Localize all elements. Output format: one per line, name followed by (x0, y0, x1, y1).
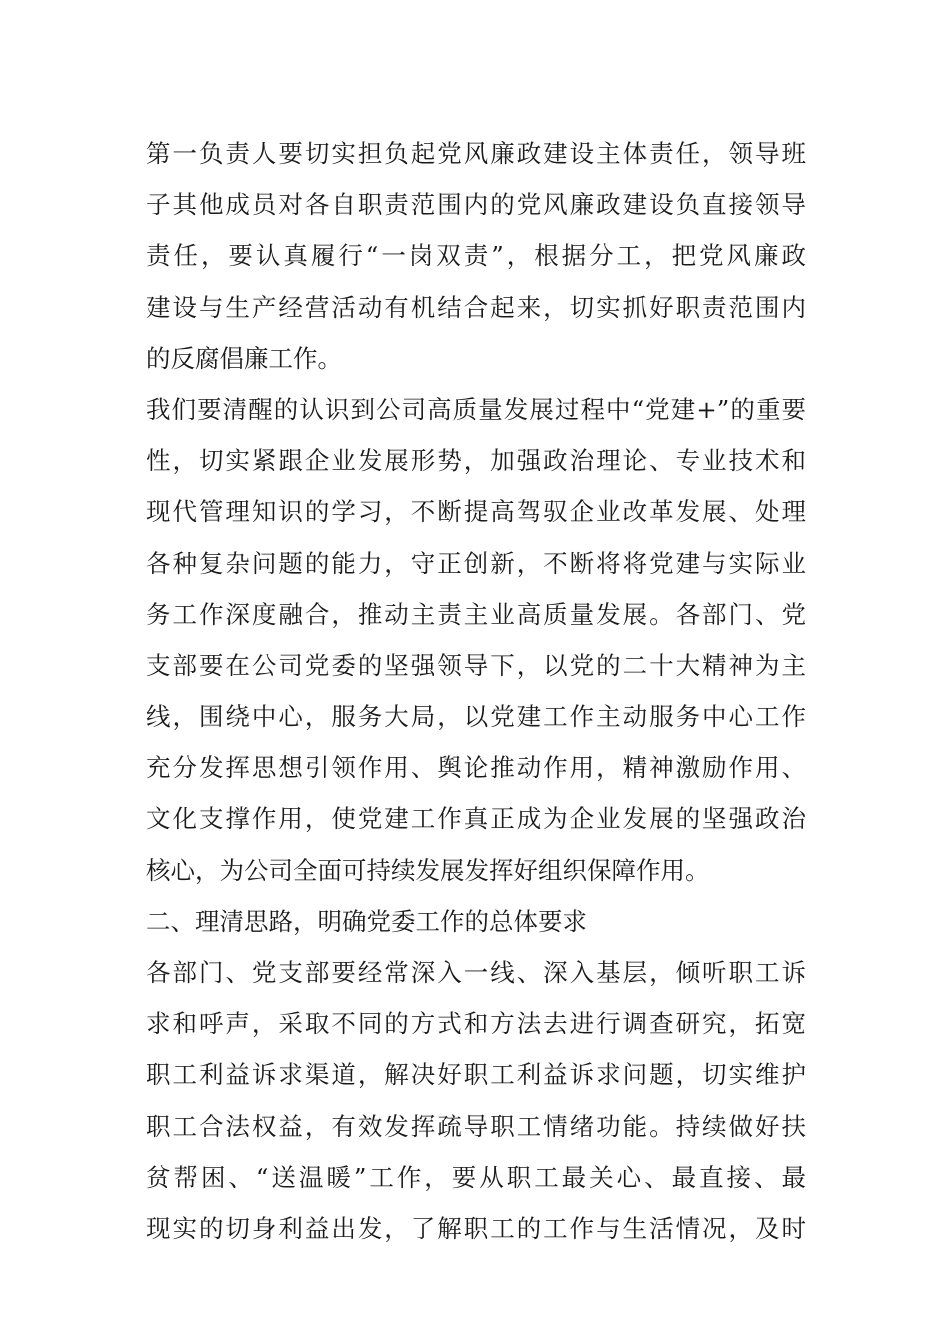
text-line: 职工合法权益，有效发挥疏导职工情绪功能。持续做好扶 (146, 1111, 806, 1141)
text-line: 职工利益诉求渠道，解决好职工利益诉求问题，切实维护 (146, 1060, 806, 1090)
text-line: 支部要在公司党委的坚强领导下，以党的二十大精神为主 (146, 650, 806, 680)
text-line: 子其他成员对各自职责范围内的党风廉政建设负直接领导 (146, 190, 806, 220)
text-line: 的反腐倡廉工作。 (146, 343, 342, 373)
text-line: 核心，为公司全面可持续发展发挥好组织保障作用。 (146, 855, 710, 885)
text-line: 性，切实紧跟企业发展形势，加强政治理论、专业技术和 (146, 446, 806, 476)
text-line: 务工作深度融合，推动主责主业高质量发展。各部门、党 (146, 599, 806, 629)
text-line: 责任，要认真履行“一岗双责”，根据分工，把党风廉政 (146, 241, 806, 271)
section-heading: 二、理清思路，明确党委工作的总体要求 (146, 906, 587, 936)
document-body (146, 128, 806, 1254)
text-line: 现实的切身利益出发，了解职工的工作与生活情况，及时 (146, 1213, 806, 1243)
text-line: 线，围绕中心，服务大局，以党建工作主动服务中心工作 (146, 702, 806, 732)
text-line: 第一负责人要切实担负起党风廉政建设主体责任，领导班 (146, 139, 806, 168)
text-line: 各种复杂问题的能力，守正创新，不断将将党建与实际业 (146, 548, 806, 578)
text-line: 建设与生产经营活动有机结合起来，切实抓好职责范围内 (146, 292, 806, 322)
text-line: 各部门、党支部要经常深入一线、深入基层，倾听职工诉 (146, 958, 806, 987)
text-line: 我们要清醒的认识到公司高质量发展过程中“党建+”的重要 (146, 394, 806, 424)
text-line: 贫帮困、“送温暖”工作，要从职工最关心、最直接、最 (146, 1162, 806, 1192)
text-line: 充分发挥思想引领作用、舆论推动作用，精神激励作用、 (146, 753, 806, 783)
text-line: 文化支撑作用，使党建工作真正成为企业发展的坚强政治 (146, 804, 806, 834)
text-line: 现代管理知识的学习，不断提高驾驭企业改革发展、处理 (146, 497, 806, 527)
text-line: 求和呼声，采取不同的方式和方法去进行调查研究，拓宽 (146, 1009, 806, 1039)
